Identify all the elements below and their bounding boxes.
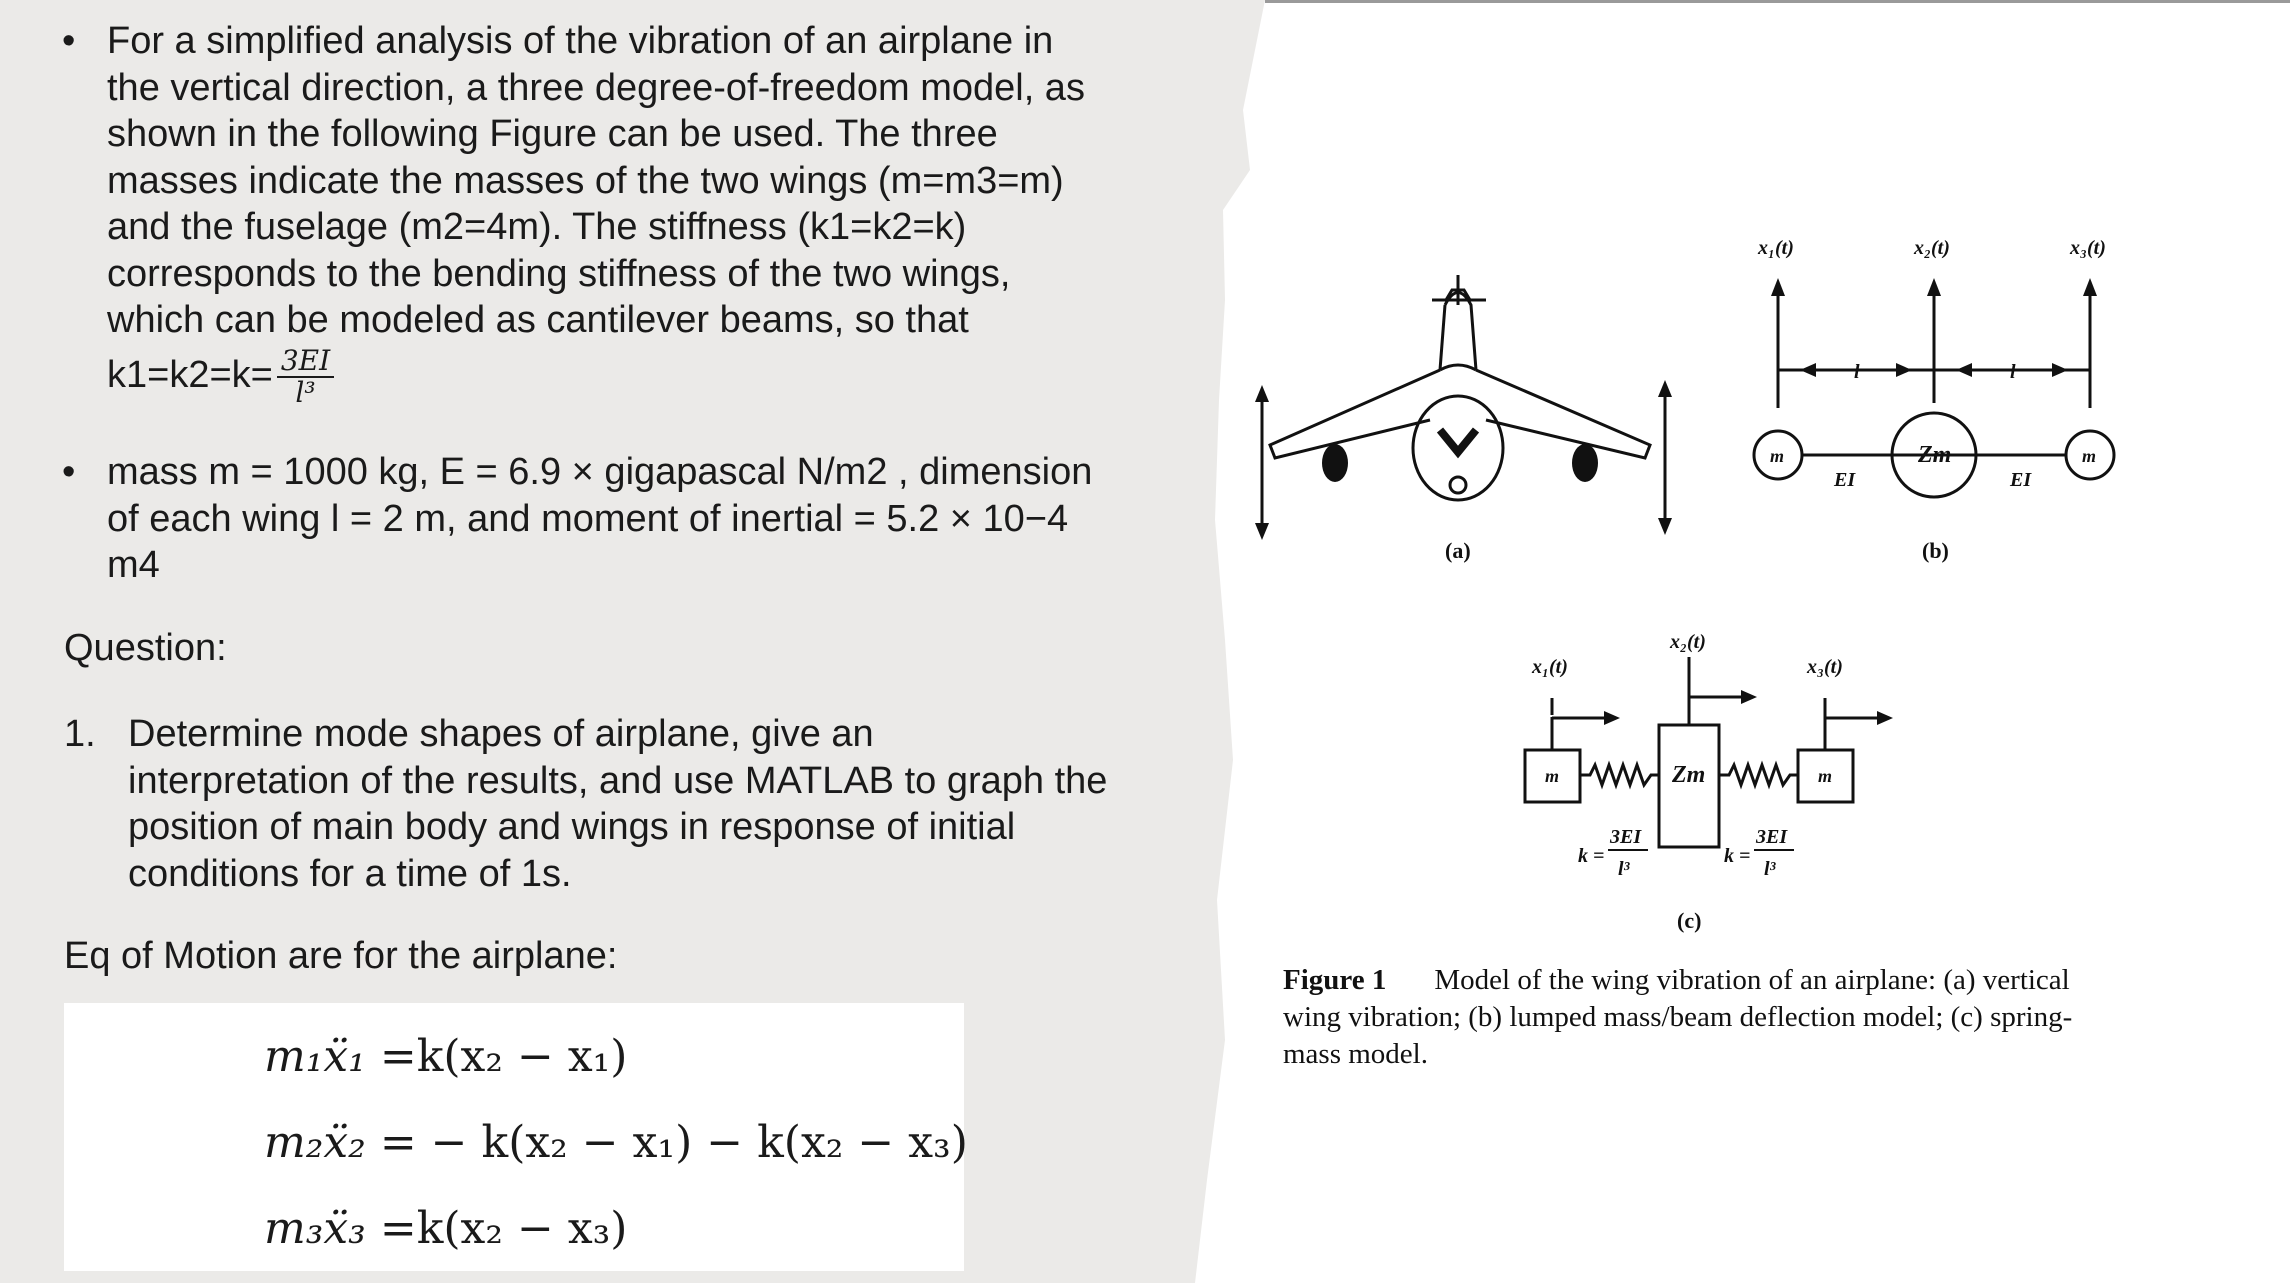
- label-x1-b: x₁(t): [1758, 237, 1794, 259]
- caption-text: Model of the wing vibration of an airplane: (a) vertical wing vibration; (b) lumped mass/beam deflection model; (c) spring-mass model.: [1283, 964, 2073, 1070]
- spring-mass-model: [1525, 657, 1881, 847]
- equation-1: [264, 1031, 627, 1082]
- label-x3-b: x₃(t): [2070, 237, 2106, 259]
- label-k-left: k =: [1578, 845, 1605, 867]
- airplane-illustration: [1262, 275, 1665, 530]
- formula-denominator: l³: [295, 375, 316, 409]
- formula-prefix: k1=k2=k=: [107, 353, 273, 396]
- label-x3-c: x₃(t): [1807, 656, 1843, 678]
- bullet-line: masses indicate the masses of the two wings (m=m3=m): [107, 159, 1064, 202]
- bullet-dot: •: [62, 20, 76, 62]
- equation-2: [264, 1117, 968, 1168]
- figure-airplane-model: [1240, 220, 2140, 960]
- question-line: position of main body and wings in response of initial: [128, 806, 1016, 848]
- label-k-left-num: 3EI: [1610, 826, 1642, 848]
- eq-heading: Eq of Motion are for the airplane:: [64, 935, 618, 977]
- bullet-line: For a simplified analysis of the vibration of an airplane in: [107, 20, 1054, 62]
- equation-lhs: m₁ẍ₁: [264, 1031, 366, 1082]
- figure-caption: [1283, 962, 2123, 1073]
- label-k-right-den: l³: [1764, 858, 1776, 880]
- stiffness-formula: [107, 343, 1085, 409]
- equation-3: [264, 1203, 627, 1254]
- formula-numerator: 3EI: [277, 346, 334, 378]
- bullet-parameters: [62, 449, 1093, 589]
- label-c: (c): [1677, 908, 1702, 933]
- label-k-left-den: l³: [1618, 858, 1630, 880]
- label-EI-left: EI: [1834, 469, 1856, 491]
- question-item-1: [64, 711, 1108, 897]
- wing-engines: [1255, 380, 1672, 540]
- label-l-left: l: [1854, 361, 1860, 383]
- label-EI-right: EI: [2010, 469, 2032, 491]
- bullet-line: of each wing l = 2 m, and moment of inertial = 5.2 × 10−4: [107, 497, 1069, 540]
- label-k-right-num: 3EI: [1756, 826, 1788, 848]
- bullet-line: which can be modeled as cantilever beams, so that: [107, 299, 969, 341]
- label-Zm-c: Zm: [1672, 762, 1706, 788]
- label-Zm-b: Zm: [1918, 442, 1952, 468]
- equation-rhs: = − k(x₂ − x₁) − k(x₂ − x₃): [379, 1117, 968, 1168]
- equation-rhs: =k(x₂ − x₃): [379, 1203, 628, 1254]
- label-x2-c: x₂(t): [1670, 631, 1706, 653]
- label-m-c-right: m: [1818, 766, 1833, 786]
- bullet-line: and the fuselage (m2=4m). The stiffness (k1=k2=k): [107, 206, 967, 248]
- label-m-c-left: m: [1545, 766, 1560, 786]
- bullet-line: shown in the following Figure can be used. The three: [107, 113, 998, 155]
- equation-lhs: m₃ẍ₃: [264, 1203, 366, 1254]
- label-l-right: l: [2010, 361, 2016, 383]
- top-border-line: [1265, 0, 2290, 3]
- equation-rhs: =k(x₂ − x₁): [379, 1031, 628, 1082]
- equation-lhs: m₂ẍ₂: [264, 1117, 366, 1168]
- label-k-right: k =: [1724, 845, 1751, 867]
- question-line: conditions for a time of 1s.: [128, 852, 572, 895]
- question-number: 1.: [64, 713, 96, 755]
- formula-fraction: [277, 343, 334, 409]
- caption-label: Figure 1: [1283, 964, 1387, 996]
- bullet-dot: •: [62, 451, 76, 493]
- question-line: Determine mode shapes of airplane, give an: [128, 713, 874, 755]
- equations-box: [64, 1003, 968, 1271]
- question-heading: Question:: [64, 627, 227, 669]
- bullet-line: corresponds to the bending stiffness of the two wings,: [107, 252, 1011, 295]
- question-line: interpretation of the results, and use MATLAB to graph the: [128, 759, 1108, 802]
- label-b: (b): [1922, 538, 1949, 563]
- label-x2-b: x₂(t): [1914, 237, 1950, 259]
- bullet-line: mass m = 1000 kg, E = 6.9 × gigapascal N/m2 , dimension: [107, 451, 1093, 493]
- label-m-right: m: [2082, 446, 2097, 466]
- spring-mass-arrowheads: [1604, 690, 1893, 725]
- label-a: (a): [1445, 538, 1471, 563]
- bullet-line: m4: [107, 544, 160, 586]
- bullet-line: the vertical direction, a three degree-of-freedom model, as: [107, 66, 1085, 109]
- label-x1-c: x₁(t): [1532, 656, 1568, 678]
- bullet-airplane-model: [62, 18, 1085, 409]
- label-m-left: m: [1770, 446, 1785, 466]
